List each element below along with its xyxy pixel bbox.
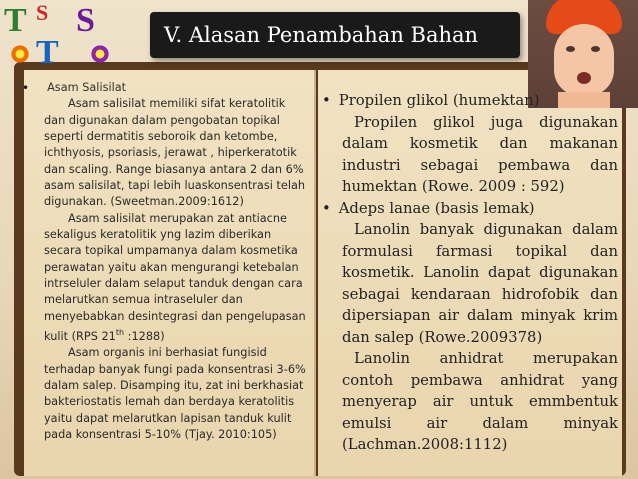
logo-letter: T xyxy=(4,2,27,39)
paragraph: Lanolin banyak digunakan dalam formulasi farmasi topikal dan kosmetik. Lanolin dapat digunakan sebagai kendaraan hidrofobik dan dipersiapan air dalam minyak krim dan salep (Rowe.2009378) xyxy=(342,221,618,346)
bullet-propilen-glikol xyxy=(322,90,618,112)
paragraph-text: Asam salisilat merupakan zat antiacne sekaligus keratolitik yng lazim diberikan secara topikal umpamanya dalam kosmetika perawatan yaitu akan mengurangi ketebalan intrseluler dalam selaput tanduk dengan cara melarutkan semua intraseluler dan menyebabkan desintegrasi dan pengelupasan kulit (RPS 21 xyxy=(44,211,306,343)
paragraph-text: :1288) xyxy=(124,329,165,343)
flower-icon xyxy=(10,44,30,64)
eye-shape xyxy=(566,46,575,52)
left-column xyxy=(22,80,314,443)
bullet-icon: • xyxy=(322,92,331,109)
logo-letter: S xyxy=(76,2,95,39)
slide-title: V. Alasan Penambahan Bahan xyxy=(150,12,520,58)
bullet-text: Propilen glikol (humektan) xyxy=(338,92,540,109)
logo-letter: S xyxy=(36,0,49,25)
face-shape xyxy=(554,24,614,96)
bullet-text: Adeps lanae (basis lemak) xyxy=(338,199,535,217)
paragraph: Propilen glikol juga digunakan dalam kosmetik dan makanan industri sebagai pembawa dan humektan (Rowe. 2009 : 592) xyxy=(342,113,618,195)
left-paragraphs xyxy=(22,96,314,443)
right-column xyxy=(322,90,618,456)
logo-letter: T xyxy=(36,34,59,71)
bullet-icon: • xyxy=(322,199,331,217)
logo xyxy=(0,0,130,78)
section-heading: Asam Salisilat xyxy=(47,81,127,94)
superscript: th xyxy=(115,328,125,338)
bullet-icon: • xyxy=(22,81,30,95)
bullet-asam-salisilat xyxy=(22,80,314,96)
paragraph: Asam organis ini berhasiat fungisid terhadap banyak fungi pada konsentrasi 3-6% dalam salep. Disamping itu, zat ini berkhasiat bakteriostatis lemah dan berdaya keratolitis yaitu dapat melarutkan lapisan tanduk kulit pada konsentrasi 5-10% (Tjay. 2010:105) xyxy=(44,346,306,441)
paragraph: Asam salisilat memiliki sifat keratolitik dan digunakan dalam pengobatan topikal seperti dermatitis seboroik dan ketombe, ichthyosis, psoriasis, jerawat , hiperkeratotik dan scaling. Range biasanya antara 2 dan 6% asam salisilat, tapi lebih luaskonsentrasi telah digunakan. (Sweetman.2009:1612) xyxy=(44,97,306,209)
mouth-shape xyxy=(577,72,591,84)
paragraph xyxy=(44,211,308,346)
flower-icon xyxy=(90,44,110,64)
paragraph: Lanolin anhidrat merupakan contoh pembawa anhidrat yang menyerap air untuk emmbentuk emulsi air dalam minyak (Lachman.2008:1112) xyxy=(342,350,618,453)
bullet-adeps-lanae xyxy=(322,198,618,220)
eye-shape xyxy=(591,46,600,52)
